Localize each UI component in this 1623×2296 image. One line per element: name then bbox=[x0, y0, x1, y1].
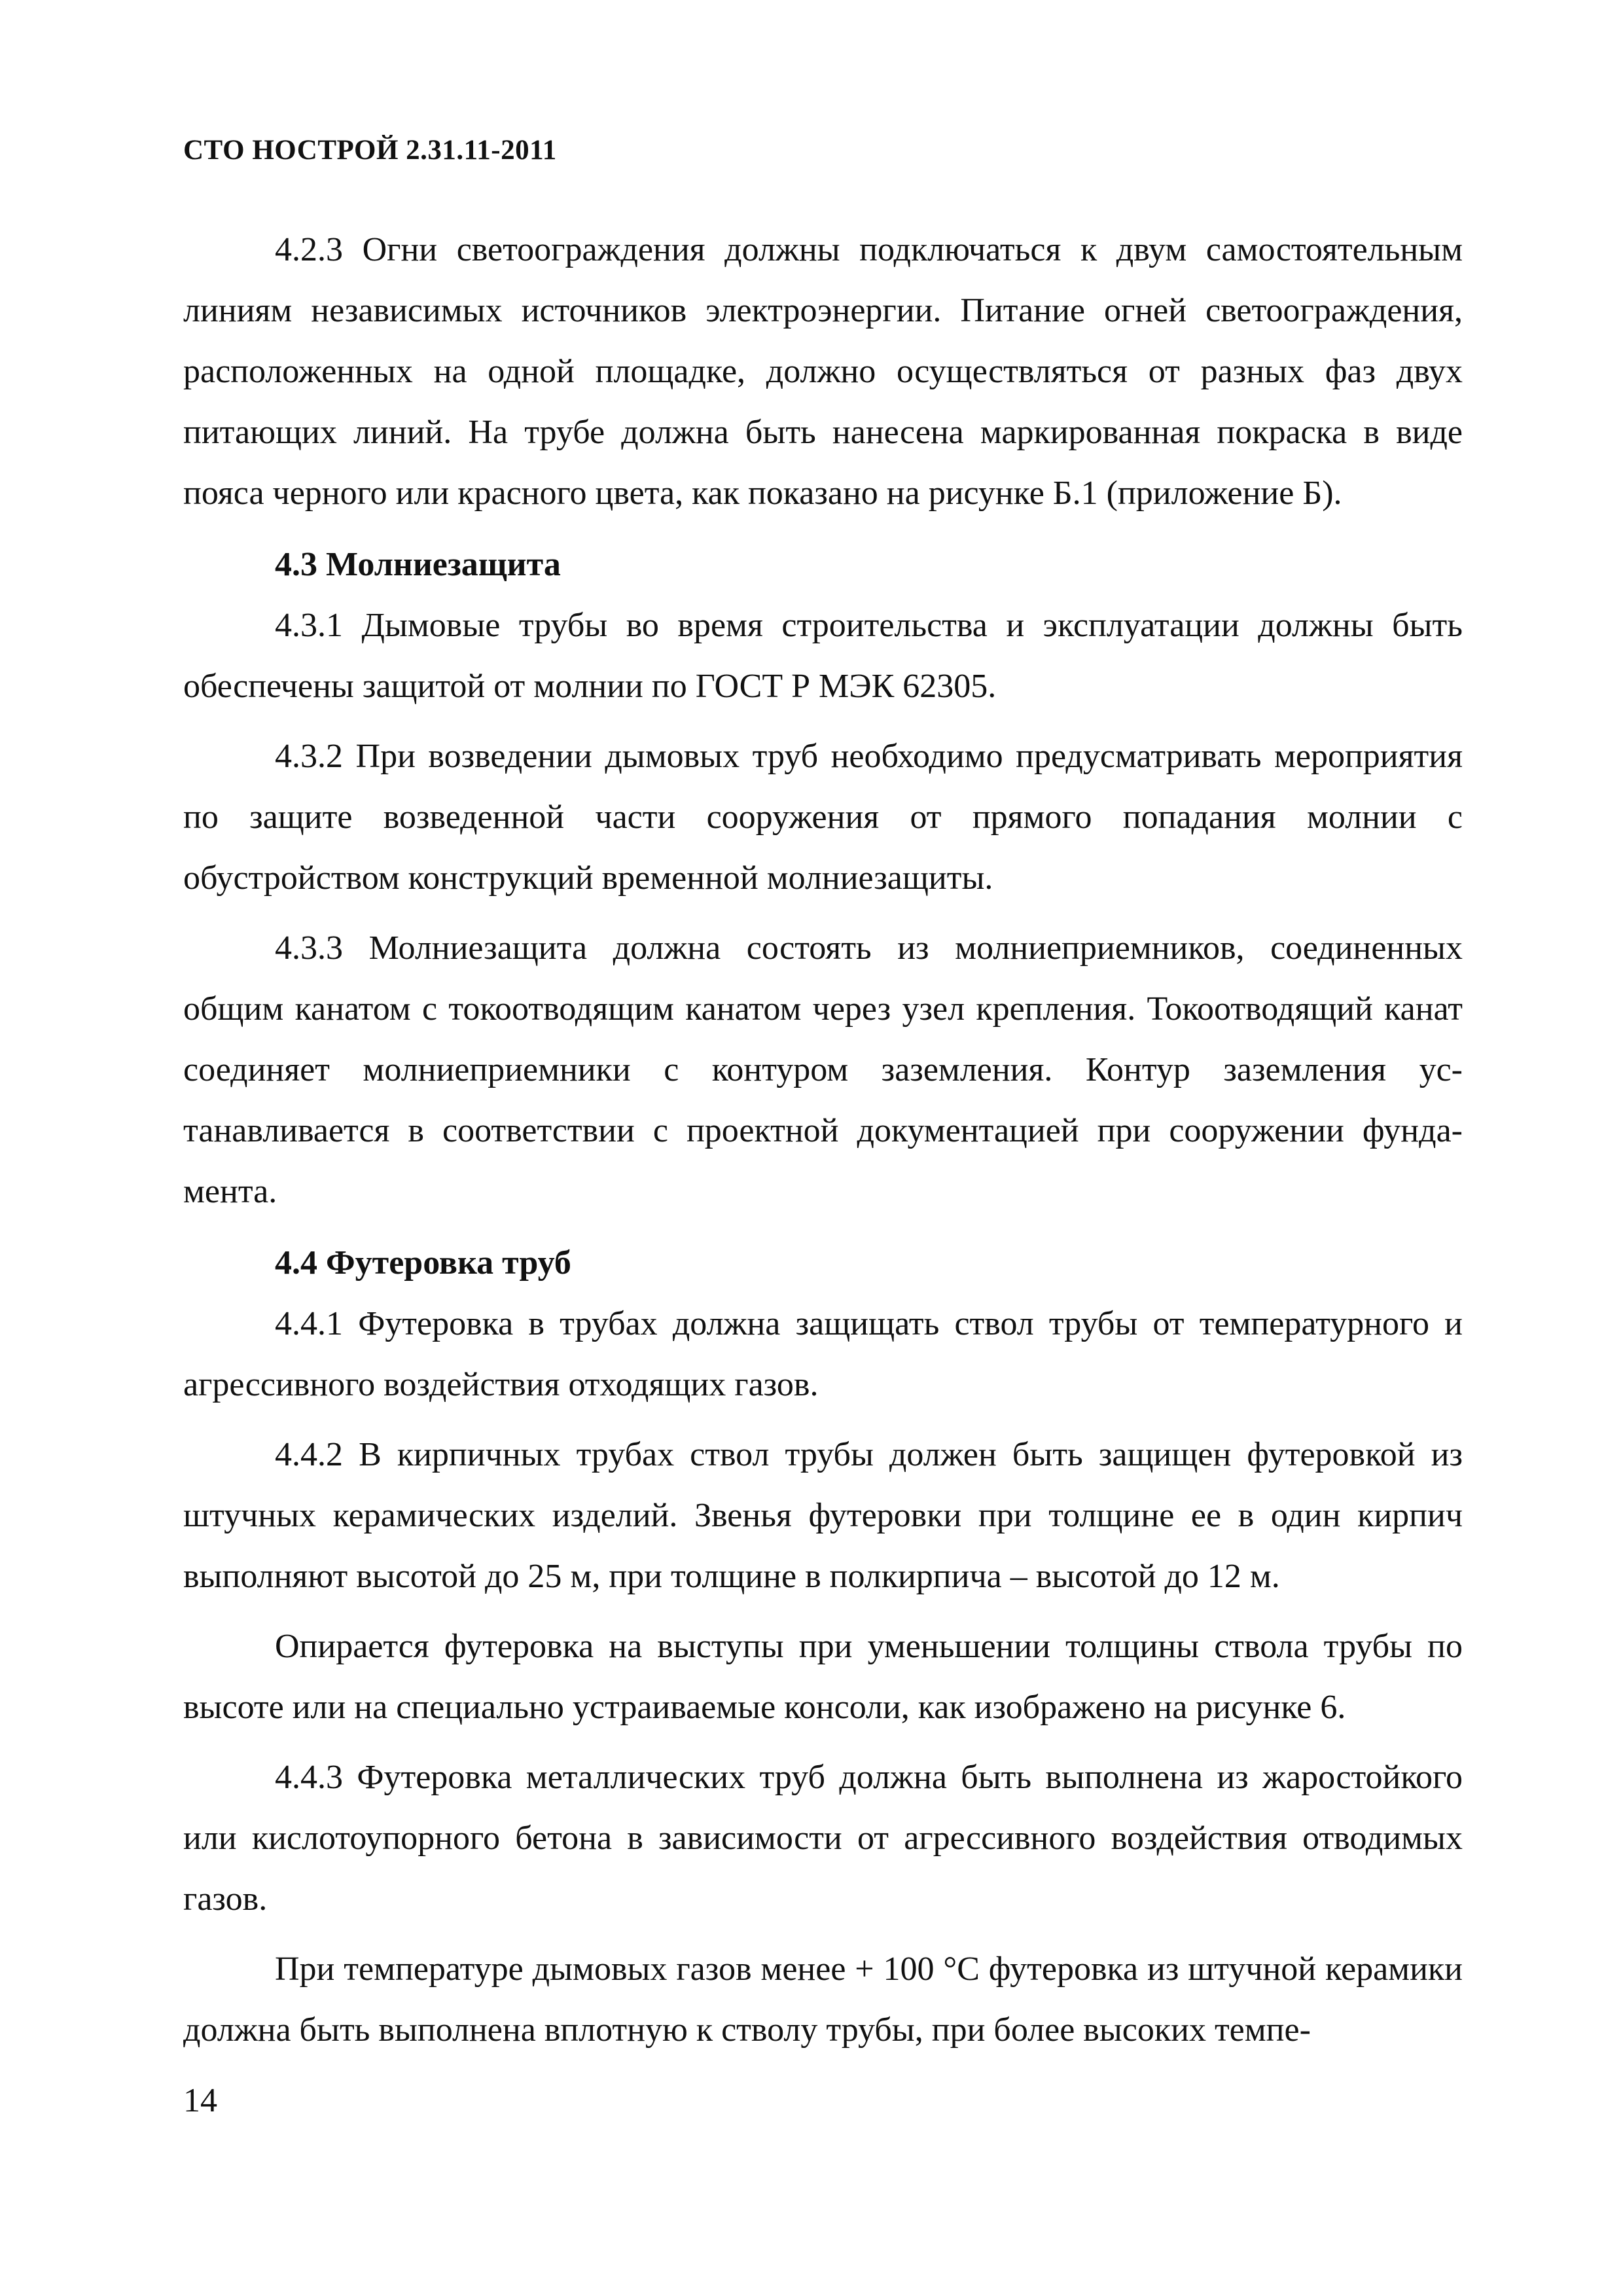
paragraph-4-4-3: 4.4.3 Футеровка металлических труб должна быть выполнена из жаростойкого или кислотоупорного бетона в зависимости от агрессивного воздействия отводимых газов. bbox=[183, 1759, 1463, 1918]
page-number: 14 bbox=[183, 2082, 217, 2119]
paragraph-temperature: При температуре дымовых газов менее + 100 °С футеровка из штучной керамики должна быть выполнена вплотную к стволу трубы, при более высоких темпе- bbox=[183, 1950, 1463, 2049]
paragraph-4-3-3: 4.3.3 Молниезащита должна состоять из молниеприемников, соединенных общим канатом с токоотводящим канатом через узел крепления. Токоотводящий канат соединяет молниеприемники с контуром заземления. Контур заземления устанавливается в соответствии с проектной документацией при сооружении фундамента. bbox=[183, 929, 1463, 1210]
paragraph-support: Опирается футеровка на выступы при уменьшении толщины ствола трубы по высоте или на специально устраиваемые консоли, как изображено на рисунке 6. bbox=[183, 1628, 1463, 1726]
document-header: СТО НОСТРОЙ 2.31.11-2011 bbox=[183, 135, 557, 166]
paragraph-4-4-1: 4.4.1 Футеровка в трубах должна защищать ствол трубы от температурного и агрессивного воздействия отходящих газов. bbox=[183, 1305, 1463, 1403]
paragraph-4-2-3: 4.2.3 Огни светоограждения должны подключаться к двум самостоятельным линиям независимых источников электроэнергии. Питание огней светоограждения, расположенных на одной площадке, должно осуществляться от разных фаз двух питающих линий. На трубе должна быть нанесена маркированная покраска в виде пояса черного или красного цвета, как показано на рисунке Б.1 (приложение Б). bbox=[183, 231, 1463, 512]
section-heading-4-4: 4.4 Футеровка труб bbox=[275, 1244, 571, 1282]
document-body bbox=[183, 219, 1463, 2060]
paragraph-4-4-2: 4.4.2 В кирпичных трубах ствол трубы должен быть защищен футеровкой из штучных керамических изделий. Звенья футеровки при толщине ее в один кирпич выполняют высотой до 25 м, при толщине в полкирпича – высотой до 12 м. bbox=[183, 1436, 1463, 1595]
section-heading-4-3: 4.3 Молниезащита bbox=[275, 546, 561, 583]
paragraph-4-3-2: 4.3.2 При возведении дымовых труб необходимо предусматривать мероприятия по защите возведенной части сооружения от прямого попадания молнии с обустройством конструкций временной молниезащиты. bbox=[183, 738, 1463, 897]
paragraph-4-3-1: 4.3.1 Дымовые трубы во время строительства и эксплуатации должны быть обеспечены защитой от молнии по ГОСТ Р МЭК 62305. bbox=[183, 607, 1463, 705]
